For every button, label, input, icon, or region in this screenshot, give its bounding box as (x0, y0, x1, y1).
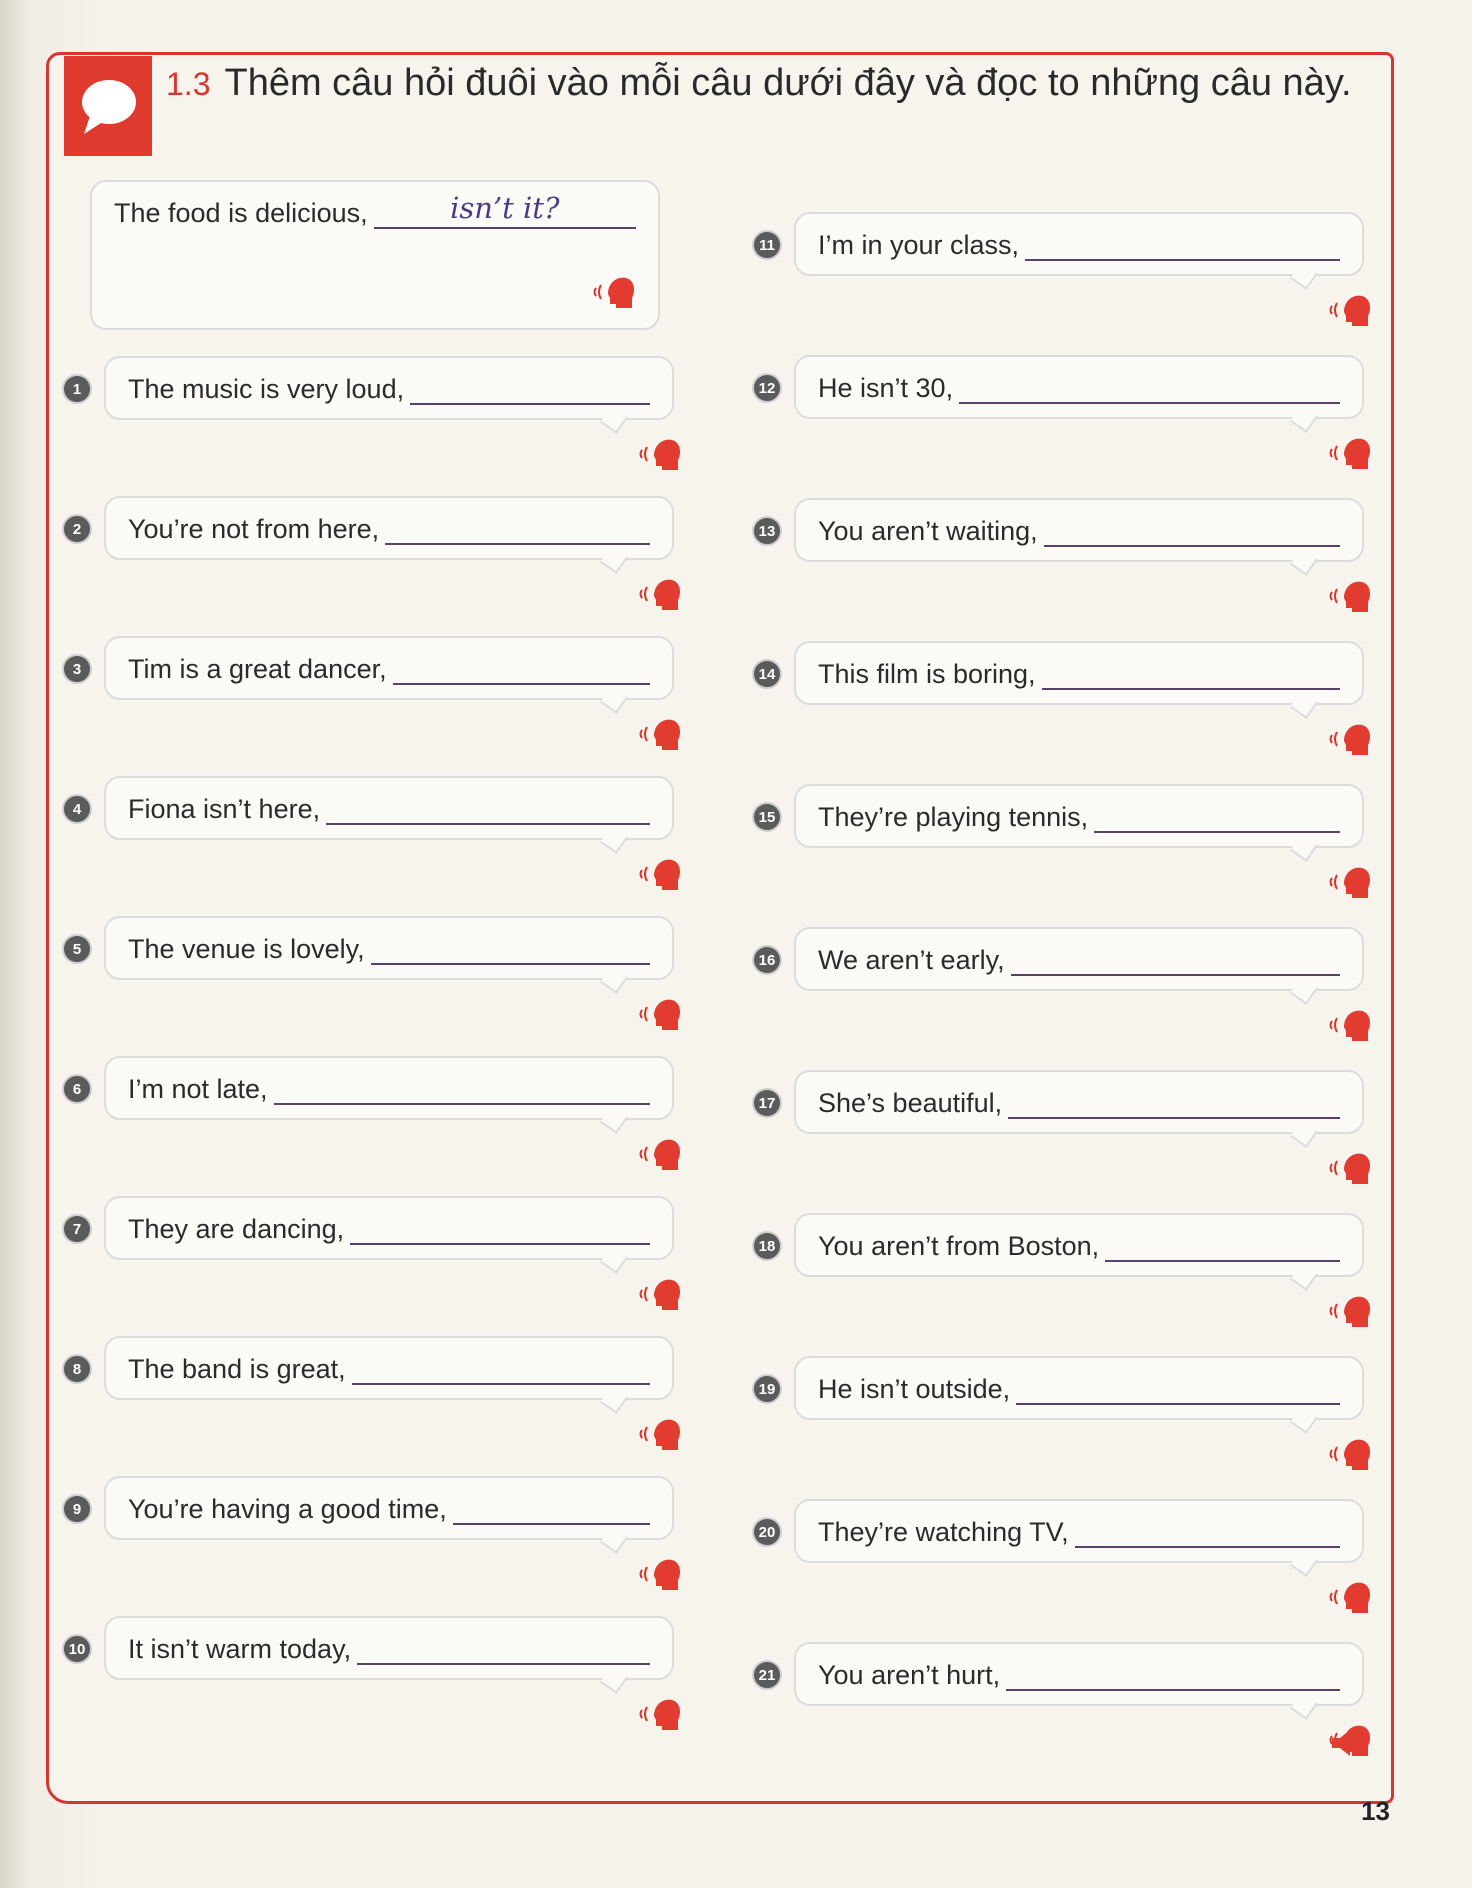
speaking-head-icon (638, 1136, 682, 1176)
exercise-item (752, 212, 1372, 332)
item-number: 7 (62, 1214, 92, 1244)
bubble-tail (1290, 1406, 1318, 1434)
answer-blank[interactable] (1016, 1375, 1340, 1405)
speaking-head-icon (638, 1556, 682, 1596)
item-number: 9 (62, 1494, 92, 1524)
exercise-item (752, 355, 1372, 475)
item-sentence: They’re watching TV, (818, 1517, 1069, 1547)
item-number: 16 (752, 945, 782, 975)
sentence-row (128, 1214, 650, 1245)
exercise-item (62, 1336, 682, 1456)
sentence-row (818, 1660, 1340, 1691)
speaking-head-icon (592, 274, 636, 314)
answer-blank[interactable] (1008, 1089, 1340, 1119)
bubble-tail (1290, 548, 1318, 576)
speaking-head-icon (638, 856, 682, 896)
item-sentence: This film is boring, (818, 659, 1036, 689)
item-number: 3 (62, 654, 92, 684)
item-number: 1 (62, 374, 92, 404)
sentence-bubble (104, 1056, 674, 1120)
speaking-head-icon (1328, 292, 1372, 332)
item-sentence: You aren’t hurt, (818, 1660, 1001, 1690)
answer-blank[interactable] (1006, 1661, 1340, 1691)
bubble-tail (600, 966, 628, 994)
item-sentence: They are dancing, (128, 1214, 345, 1244)
item-number: 14 (752, 659, 782, 689)
sentence-row (818, 1088, 1340, 1119)
bubble-tail (600, 1246, 628, 1274)
sentence-bubble (794, 927, 1364, 991)
sentence-bubble (794, 355, 1364, 419)
sentence-bubble (104, 1476, 674, 1540)
sentence-row (818, 1231, 1340, 1262)
sentence-bubble (794, 641, 1364, 705)
speaking-head-icon (638, 716, 682, 756)
item-number: 21 (752, 1660, 782, 1690)
sentence-bubble (794, 498, 1364, 562)
item-sentence: He isn’t outside, (818, 1374, 1011, 1404)
exercise-item (752, 1070, 1372, 1190)
exercise-instruction: Thêm câu hỏi đuôi vào mỗi câu dưới đây và đọc to những câu này. (224, 62, 1352, 104)
answer-blank[interactable] (350, 1215, 650, 1245)
item-sentence: You’re having a good time, (128, 1494, 447, 1524)
sentence-row (128, 794, 650, 825)
sentence-row (128, 374, 650, 405)
speaking-head-icon (638, 576, 682, 616)
speaking-head-icon (1328, 1007, 1372, 1047)
sentence-bubble (794, 1070, 1364, 1134)
speaking-head-icon (638, 1696, 682, 1736)
item-number: 15 (752, 802, 782, 832)
item-number: 12 (752, 373, 782, 403)
bubble-tail (1290, 1263, 1318, 1291)
speech-bubble-icon (76, 74, 142, 140)
answer-blank[interactable] (385, 515, 650, 545)
answer-blank[interactable] (326, 795, 650, 825)
item-number: 8 (62, 1354, 92, 1384)
speaking-head-icon (638, 996, 682, 1036)
item-sentence: You aren’t waiting, (818, 516, 1038, 546)
bubble-tail (600, 406, 628, 434)
sentence-row (818, 1374, 1340, 1405)
answer-blank[interactable] (1025, 231, 1340, 261)
example-answer: isn’t it? (450, 191, 560, 225)
example-item (48, 180, 668, 300)
example-sentence: The food is delicious, (114, 198, 368, 228)
bubble-tail (600, 826, 628, 854)
bubble-tail (1290, 1692, 1318, 1720)
exercise-item (62, 1476, 682, 1596)
speaker-audio-icon[interactable] (1330, 1726, 1370, 1764)
speaking-head-icon (1328, 864, 1372, 904)
exercise-item (752, 641, 1372, 761)
item-sentence: She’s beautiful, (818, 1088, 1003, 1118)
item-sentence: Tim is a great dancer, (128, 654, 387, 684)
sentence-row (128, 1494, 650, 1525)
sentence-bubble (794, 1499, 1364, 1563)
sentence-bubble (794, 212, 1364, 276)
answer-blank[interactable] (1042, 660, 1340, 690)
item-number: 13 (752, 516, 782, 546)
item-sentence: We aren’t early, (818, 945, 1005, 975)
bubble-tail (600, 1106, 628, 1134)
bubble-tail (600, 1526, 628, 1554)
answer-blank[interactable] (1105, 1232, 1340, 1262)
answer-blank[interactable] (274, 1075, 650, 1105)
exercise-item (752, 1356, 1372, 1476)
item-number: 5 (62, 934, 92, 964)
speaking-head-icon (638, 1276, 682, 1316)
exercise-item (62, 356, 682, 476)
sentence-bubble (794, 784, 1364, 848)
bubble-tail (1290, 1120, 1318, 1148)
item-sentence: You aren’t from Boston, (818, 1231, 1100, 1261)
item-number: 17 (752, 1088, 782, 1118)
bubble-tail (1290, 977, 1318, 1005)
item-sentence: Fiona isn’t here, (128, 794, 321, 824)
item-number: 10 (62, 1634, 92, 1664)
exercise-item (752, 927, 1372, 1047)
item-sentence: The venue is lovely, (128, 934, 365, 964)
item-sentence: I’m in your class, (818, 230, 1020, 260)
answer-blank[interactable] (352, 1355, 650, 1385)
sentence-bubble (104, 1196, 674, 1260)
item-number: 6 (62, 1074, 92, 1104)
answer-blank[interactable] (371, 935, 650, 965)
speaking-head-icon (1328, 1293, 1372, 1333)
exercise-item (752, 1642, 1372, 1762)
item-sentence: It isn’t warm today, (128, 1634, 352, 1664)
speaking-head-icon (1328, 721, 1372, 761)
sentence-bubble (794, 1356, 1364, 1420)
sentence-bubble (104, 776, 674, 840)
bubble-tail (1290, 1549, 1318, 1577)
item-number: 2 (62, 514, 92, 544)
example-sentence-row (114, 191, 636, 229)
exercise-item (752, 784, 1372, 904)
answer-blank[interactable] (1075, 1518, 1340, 1548)
item-sentence: He isn’t 30, (818, 373, 954, 403)
sentence-bubble (794, 1642, 1364, 1706)
exercise-badge (64, 56, 152, 156)
exercise-item (62, 636, 682, 756)
item-number: 19 (752, 1374, 782, 1404)
sentence-row (128, 1074, 650, 1105)
sentence-bubble (794, 1213, 1364, 1277)
exercise-item (62, 1616, 682, 1736)
sentence-bubble (104, 916, 674, 980)
bubble-tail (1290, 691, 1318, 719)
exercise-item (752, 498, 1372, 618)
item-number: 20 (752, 1517, 782, 1547)
sentence-bubble (104, 636, 674, 700)
item-number: 4 (62, 794, 92, 824)
answer-blank[interactable] (357, 1635, 650, 1665)
sentence-row (128, 1634, 650, 1665)
speaking-head-icon (1328, 435, 1372, 475)
sentence-row (818, 516, 1340, 547)
bubble-tail (600, 1386, 628, 1414)
exercise-heading (166, 62, 1352, 105)
bubble-tail (600, 546, 628, 574)
bubble-tail (600, 1666, 628, 1694)
speaking-head-icon (638, 1416, 682, 1456)
exercise-number: 1.3 (166, 66, 211, 102)
bubble-tail (1290, 405, 1318, 433)
exercise-item (62, 776, 682, 896)
example-bubble (90, 180, 660, 330)
answer-blank[interactable] (1094, 803, 1340, 833)
exercise-item (752, 1213, 1372, 1333)
sentence-row (818, 802, 1340, 833)
sentence-row (818, 230, 1340, 261)
speaking-head-icon (1328, 1436, 1372, 1476)
sentence-bubble (104, 1336, 674, 1400)
answer-blank[interactable] (1044, 517, 1340, 547)
bubble-tail (1290, 262, 1318, 290)
answer-blank[interactable] (453, 1495, 650, 1525)
exercise-item (62, 496, 682, 616)
sentence-bubble (104, 356, 674, 420)
sentence-bubble (104, 1616, 674, 1680)
sentence-row (818, 1517, 1340, 1548)
speaking-head-icon (1328, 1579, 1372, 1619)
exercise-item (752, 1499, 1372, 1619)
answer-blank[interactable] (959, 374, 1340, 404)
sentence-row (818, 945, 1340, 976)
answer-blank[interactable] (410, 375, 650, 405)
sentence-row (128, 934, 650, 965)
answer-blank[interactable] (1011, 946, 1340, 976)
item-sentence: The band is great, (128, 1354, 346, 1384)
sentence-row (818, 659, 1340, 690)
sentence-row (128, 514, 650, 545)
item-sentence: You’re not from here, (128, 514, 380, 544)
item-sentence: I’m not late, (128, 1074, 268, 1104)
sentence-row (128, 1354, 650, 1385)
speaking-head-icon (1328, 578, 1372, 618)
bubble-tail (1290, 834, 1318, 862)
speaking-head-icon (638, 436, 682, 476)
sentence-row (818, 373, 1340, 404)
bubble-tail (600, 686, 628, 714)
item-sentence: The music is very loud, (128, 374, 405, 404)
sentence-row (128, 654, 650, 685)
item-sentence: They’re playing tennis, (818, 802, 1089, 832)
page-number: 13 (1361, 1796, 1390, 1826)
example-answer-blank (374, 191, 636, 229)
exercise-item (62, 1056, 682, 1176)
item-number: 18 (752, 1231, 782, 1261)
answer-blank[interactable] (393, 655, 650, 685)
exercise-item (62, 916, 682, 1036)
exercise-item (62, 1196, 682, 1316)
speaking-head-icon (1328, 1150, 1372, 1190)
sentence-bubble (104, 496, 674, 560)
item-number: 11 (752, 230, 782, 260)
